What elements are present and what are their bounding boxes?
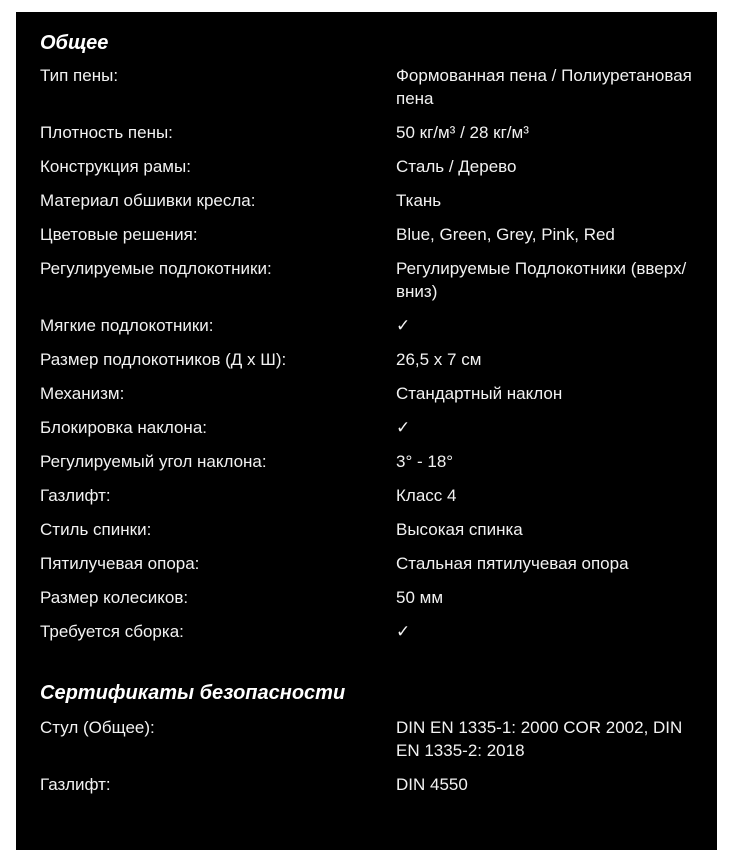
spec-row-tilt-lock	[40, 416, 697, 439]
spec-row-soft-armrests	[40, 314, 697, 337]
spec-label: Газлифт:	[40, 486, 111, 505]
spec-row-tilt-angle	[40, 450, 697, 473]
specifications-panel	[16, 12, 717, 850]
spec-label: Стиль спинки:	[40, 520, 152, 539]
spec-row-upholstery	[40, 189, 697, 212]
spec-row-armrest-size	[40, 348, 697, 371]
spec-row-foam-type	[40, 64, 697, 110]
spec-row-backrest-style	[40, 518, 697, 541]
spec-label: Регулируемый угол наклона:	[40, 452, 267, 471]
general-section	[40, 30, 697, 643]
cert-row-chair	[40, 716, 697, 762]
spec-row-gaslift	[40, 484, 697, 507]
spec-label: Требуется сборка:	[40, 622, 184, 641]
general-section-title: Общее	[40, 32, 109, 54]
spec-row-adjustable-armrests	[40, 257, 697, 303]
spec-row-mechanism	[40, 382, 697, 405]
spec-value: 3° - 18°	[396, 452, 454, 471]
cert-label: Стул (Общее):	[40, 718, 155, 737]
spec-value: 50 мм	[396, 588, 444, 607]
spec-label: Плотность пены:	[40, 123, 173, 142]
spec-value: 50 кг/м³ / 28 кг/м³	[396, 123, 529, 142]
check-icon: ✓	[396, 418, 411, 437]
spec-value: Сталь / Дерево	[396, 157, 517, 176]
spec-label: Механизм:	[40, 384, 125, 403]
spec-value: 26,5 x 7 см	[396, 350, 482, 369]
certificates-section	[40, 680, 697, 796]
spec-label: Цветовые решения:	[40, 225, 198, 244]
spec-value: Blue, Green, Grey, Pink, Red	[396, 225, 615, 244]
spec-value: Формованная пена / Полиуретановая пена	[396, 66, 692, 108]
spec-label: Пятилучевая опора:	[40, 554, 200, 573]
spec-label: Тип пены:	[40, 66, 119, 85]
spec-row-assembly	[40, 620, 697, 643]
spec-label: Размер колесиков:	[40, 588, 189, 607]
spec-label: Материал обшивки кресла:	[40, 191, 256, 210]
cert-row-gaslift	[40, 773, 697, 796]
spec-label: Конструкция рамы:	[40, 157, 191, 176]
cert-label: Газлифт:	[40, 775, 111, 794]
spec-label: Размер подлокотников (Д x Ш):	[40, 350, 287, 369]
check-icon: ✓	[396, 316, 411, 335]
spec-row-caster-size	[40, 586, 697, 609]
certificates-section-title: Сертификаты безопасности	[40, 682, 346, 704]
spec-label: Регулируемые подлокотники:	[40, 259, 272, 278]
spec-value: Класс 4	[396, 486, 457, 505]
spec-value: Высокая спинка	[396, 520, 523, 539]
cert-value: DIN EN 1335-1: 2000 COR 2002, DIN EN 1335-2: 2018	[396, 718, 683, 760]
spec-value: Регулируемые Подлокотники (вверх/вниз)	[396, 259, 687, 301]
spec-row-frame	[40, 155, 697, 178]
spec-value: Ткань	[396, 191, 442, 210]
cert-value: DIN 4550	[396, 775, 468, 794]
spec-value: Стандартный наклон	[396, 384, 563, 403]
spec-label: Мягкие подлокотники:	[40, 316, 214, 335]
check-icon: ✓	[396, 622, 411, 641]
spec-value: Стальная пятилучевая опора	[396, 554, 629, 573]
spec-row-foam-density	[40, 121, 697, 144]
spec-row-base	[40, 552, 697, 575]
spec-label: Блокировка наклона:	[40, 418, 207, 437]
spec-row-colors	[40, 223, 697, 246]
